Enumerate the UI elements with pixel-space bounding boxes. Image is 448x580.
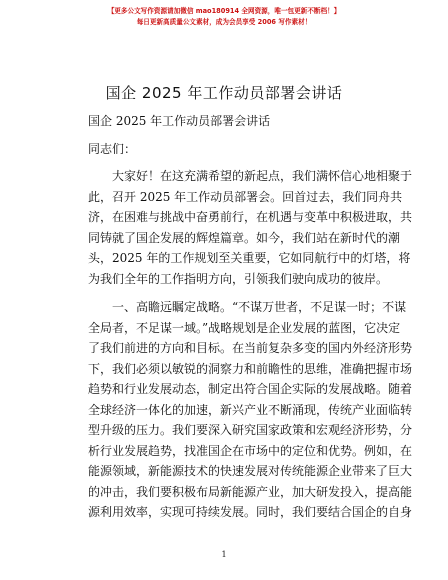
text-line: 了我们前进的方向和目标。在当前复杂多变的国内外经济形势 xyxy=(88,341,413,355)
salutation: 同志们： xyxy=(88,142,137,156)
text-line: 济，在困难与挑战中奋勇前行，在机遇与变革中积极进取，共 xyxy=(88,210,413,224)
document-title: 国企 2025 年工作动员部署会讲话 xyxy=(105,84,343,102)
text-line: 能源领域，新能源技术的快速发展对传统能源企业带来了巨大 xyxy=(88,464,413,478)
text-line: 析行业发展趋势，找准国企在市场中的定位和优势。例如，在 xyxy=(88,443,413,458)
document-body xyxy=(88,166,413,523)
promo-banner-line-2: 每日更新高质量公文素材，成为会员享受 2006 写作素材！ xyxy=(136,18,312,26)
text-line: 大家好！在这充满希望的新起点，我们满怀信心地相聚于 xyxy=(112,169,413,183)
text-line: 同铸就了国企发展的辉煌篇章。如今，我们站在新时代的潮 xyxy=(88,230,401,245)
text-line: 为我们全年的工作指明方向，引领我们驶向成功的彼岸。 xyxy=(88,271,389,286)
text-line: 全球经济一体化的加速，新兴产业不断涌现，传统产业面临转 xyxy=(88,402,413,417)
text-line: 源利用效率，实现可持续发展。同时，我们要结合国企的自身 xyxy=(88,505,413,519)
text-line: 下，我们必须以敏锐的洞察力和前瞻性的思维，准确把握市场 xyxy=(88,361,413,376)
promo-banner-line-1: 【更多公文写作资源请加微信 mao180914 全网资源，唯一包更新不断档！】 xyxy=(107,7,341,15)
paragraph-strategy xyxy=(88,297,413,523)
text-line: 全局者，不足谋一域。”战略规划是企业发展的蓝图，它决定 xyxy=(88,320,401,335)
document-subtitle: 国企 2025 年工作动员部署会讲话 xyxy=(88,114,271,128)
promo-banner xyxy=(0,6,448,28)
text-line: 此，召开 2025 年工作动员部署会。回首过去，我们同舟共 xyxy=(88,189,403,204)
text-line: 趋势和行业发展动态，制定出符合国企实际的发展战略。随着 xyxy=(88,382,413,396)
text-line: 型升级的压力。我们要深入研究国家政策和宏观经济形势，分 xyxy=(88,423,413,437)
paragraph-intro xyxy=(88,166,413,289)
text-line: 一、高瞻远瞩定战略。“不谋万世者，不足谋一时；不谋 xyxy=(112,300,407,314)
text-line: 头，2025 年的工作规划至关重要，它如同航行中的灯塔，将 xyxy=(88,251,411,265)
text-line: 的冲击，我们要积极布局新能源产业，加大研发投入，提高能 xyxy=(88,484,413,499)
page-number: 1 xyxy=(221,550,227,559)
